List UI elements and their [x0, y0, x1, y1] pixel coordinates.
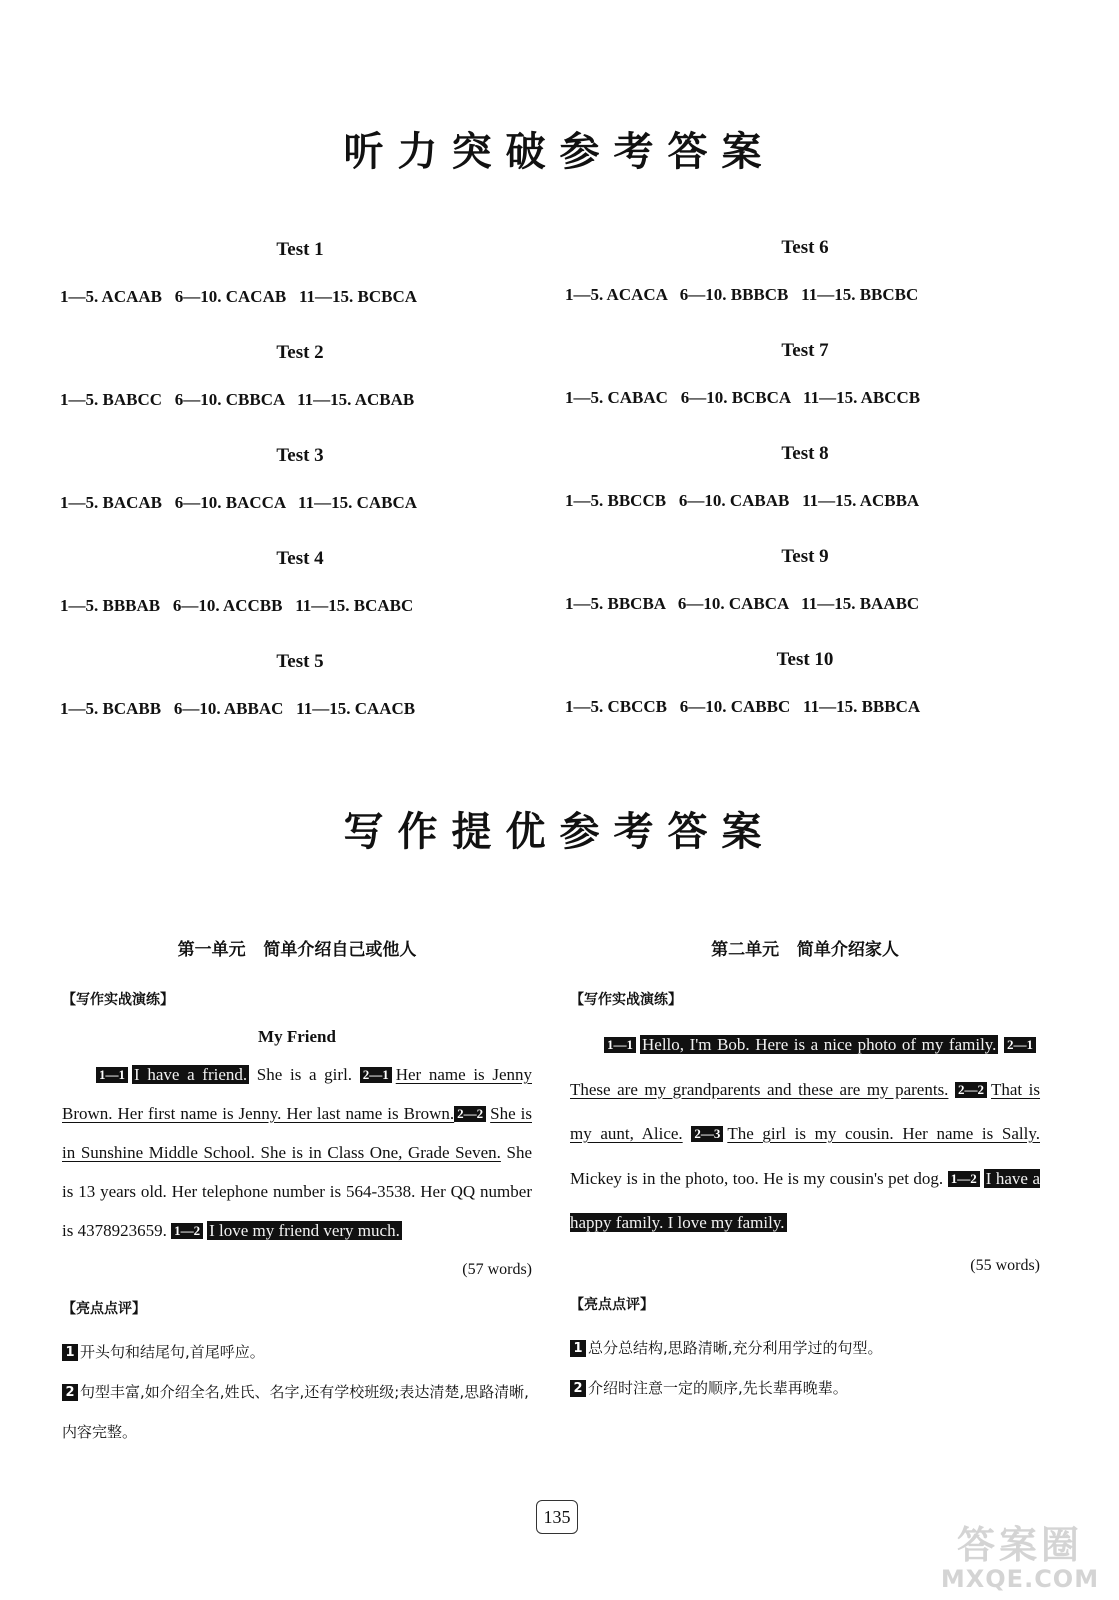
page-number: 135 — [536, 1500, 578, 1534]
comment-number: 2 — [62, 1384, 78, 1401]
structure-marker: 2—3 — [691, 1126, 723, 1142]
test-answers: 1—5. BBCBA 6—10. CABCA 11—15. BAABC — [565, 594, 920, 613]
word-count: (57 words) — [462, 1261, 532, 1278]
watermark-url: MXQE.COM — [940, 1565, 1100, 1593]
aunt-sentence: That is my aunt, Alice. — [570, 1079, 1041, 1143]
model-essay — [570, 1023, 1040, 1246]
test-answers: 1—5. ACAAB 6—10. CACAB 11—15. BCBCA — [60, 287, 418, 306]
unit-two-section — [570, 935, 1040, 1408]
writing-answers-title: 写作提优参考答案 — [343, 809, 776, 855]
closing-sentence: I have a happy family. I love my family. — [570, 1168, 1040, 1232]
structure-marker: 1—1 — [96, 1067, 128, 1083]
closing-sentence: I love my friend very much. — [209, 1221, 400, 1240]
structure-marker: 2—2 — [454, 1106, 486, 1122]
test-name: Test 8 — [781, 443, 829, 464]
unit-two-title: 第二单元 简单介绍家人 — [711, 940, 899, 960]
test-block — [545, 439, 1045, 542]
test-name: Test 9 — [781, 546, 829, 567]
test-name: Test 2 — [276, 342, 324, 363]
test-block — [40, 338, 540, 441]
structure-marker: 2—2 — [955, 1082, 987, 1098]
test-block — [40, 235, 540, 338]
test-answers: 1—5. ACACA 6—10. BBBCB 11—15. BBCBC — [565, 285, 919, 304]
test-name: Test 5 — [276, 651, 324, 672]
comment-tag: 【亮点点评】 — [62, 1301, 146, 1317]
comment-text: 总分总结构,思路清晰,充分利用学过的句型。 — [588, 1338, 883, 1357]
grandparents-sentence: These are my grandparents and these are my parents. — [570, 1079, 949, 1099]
watermark — [930, 1525, 1110, 1593]
comment-number: 1 — [62, 1344, 78, 1361]
comment-number: 1 — [570, 1340, 586, 1357]
essay-text: She is 13 years old. Her telephone number is 564-3538. Her QQ number is 4378923659. — [62, 1143, 533, 1240]
test-answers: 1—5. BCABB 6—10. ABBAC 11—15. CAACB — [60, 699, 416, 718]
cousin-sentences: The girl is my cousin. Her name is Sally. — [727, 1124, 1040, 1143]
test-name: Test 1 — [276, 239, 324, 260]
essay-text: Mickey is in the photo, too. He is my cousin's pet dog. — [570, 1168, 948, 1188]
model-essay — [62, 1055, 532, 1250]
school-sentences: She is in Sunshine Middle School. She is in Class One, Grade Seven. — [62, 1104, 532, 1162]
comment-text: 句型丰富,如介绍全名,姓氏、名字,还有学校班级;表达清楚,思路清晰,内容完整。 — [62, 1383, 529, 1441]
test-answers: 1—5. BBBAB 6—10. ACCBB 11—15. BCABC — [60, 596, 414, 615]
unit-one-title: 第一单元 简单介绍自己或他人 — [177, 940, 417, 960]
test-block — [40, 441, 540, 544]
test-name: Test 7 — [781, 340, 829, 361]
structure-marker: 2—1 — [1004, 1037, 1036, 1053]
listening-answers-title: 听力突破参考答案 — [343, 129, 776, 175]
comment-item — [570, 1328, 1040, 1368]
structure-marker: 1—1 — [604, 1037, 636, 1053]
opening-sentence: I have a friend. — [134, 1065, 248, 1084]
test-name: Test 6 — [781, 237, 829, 258]
practice-tag: 【写作实战演练】 — [570, 992, 682, 1008]
test-answers: 1—5. BBCCB 6—10. CABAB 11—15. ACBBA — [565, 491, 920, 510]
structure-marker: 1—2 — [948, 1171, 980, 1187]
test-answers: 1—5. BABCC 6—10. CBBCA 11—15. ACBAB — [60, 390, 415, 409]
test-block — [545, 542, 1045, 645]
test-answers: 1—5. BACAB 6—10. BACCA 11—15. CABCA — [60, 493, 418, 512]
test-block — [545, 336, 1045, 439]
word-count: (55 words) — [970, 1256, 1040, 1274]
test-block — [545, 233, 1045, 336]
test-block — [40, 647, 540, 750]
essay-title: My Friend — [258, 1027, 336, 1046]
watermark-text: 答案圈 — [956, 1523, 1083, 1567]
comment-item — [62, 1372, 532, 1452]
unit-one-section — [62, 935, 532, 1452]
comment-item — [570, 1368, 1040, 1408]
test-block — [40, 544, 540, 647]
comment-item — [62, 1332, 532, 1372]
comment-number: 2 — [570, 1380, 586, 1397]
comment-text: 开头句和结尾句,首尾呼应。 — [80, 1343, 265, 1361]
test-answers: 1—5. CABAC 6—10. BCBCA 11—15. ABCCB — [565, 388, 921, 407]
tests-left-column — [40, 235, 540, 750]
structure-marker: 1—2 — [171, 1223, 203, 1239]
name-sentences: Her name is Jenny Brown. Her first name is Jenny. Her last name is Brown. — [62, 1065, 532, 1123]
test-name: Test 4 — [276, 548, 324, 569]
test-name: Test 10 — [776, 649, 834, 670]
practice-tag: 【写作实战演练】 — [62, 992, 174, 1008]
essay-text: She is a girl. — [249, 1065, 360, 1084]
test-name: Test 3 — [276, 445, 324, 466]
test-block — [545, 645, 1045, 748]
tests-right-column — [545, 233, 1045, 748]
comment-tag: 【亮点点评】 — [570, 1296, 654, 1313]
opening-sentence: Hello, I'm Bob. Here is a nice photo of my family. — [642, 1035, 997, 1054]
structure-marker: 2—1 — [360, 1067, 392, 1083]
test-answers: 1—5. CBCCB 6—10. CABBC 11—15. BBBCA — [565, 697, 921, 716]
comment-text: 介绍时注意一定的顺序,先长辈再晚辈。 — [588, 1378, 848, 1397]
